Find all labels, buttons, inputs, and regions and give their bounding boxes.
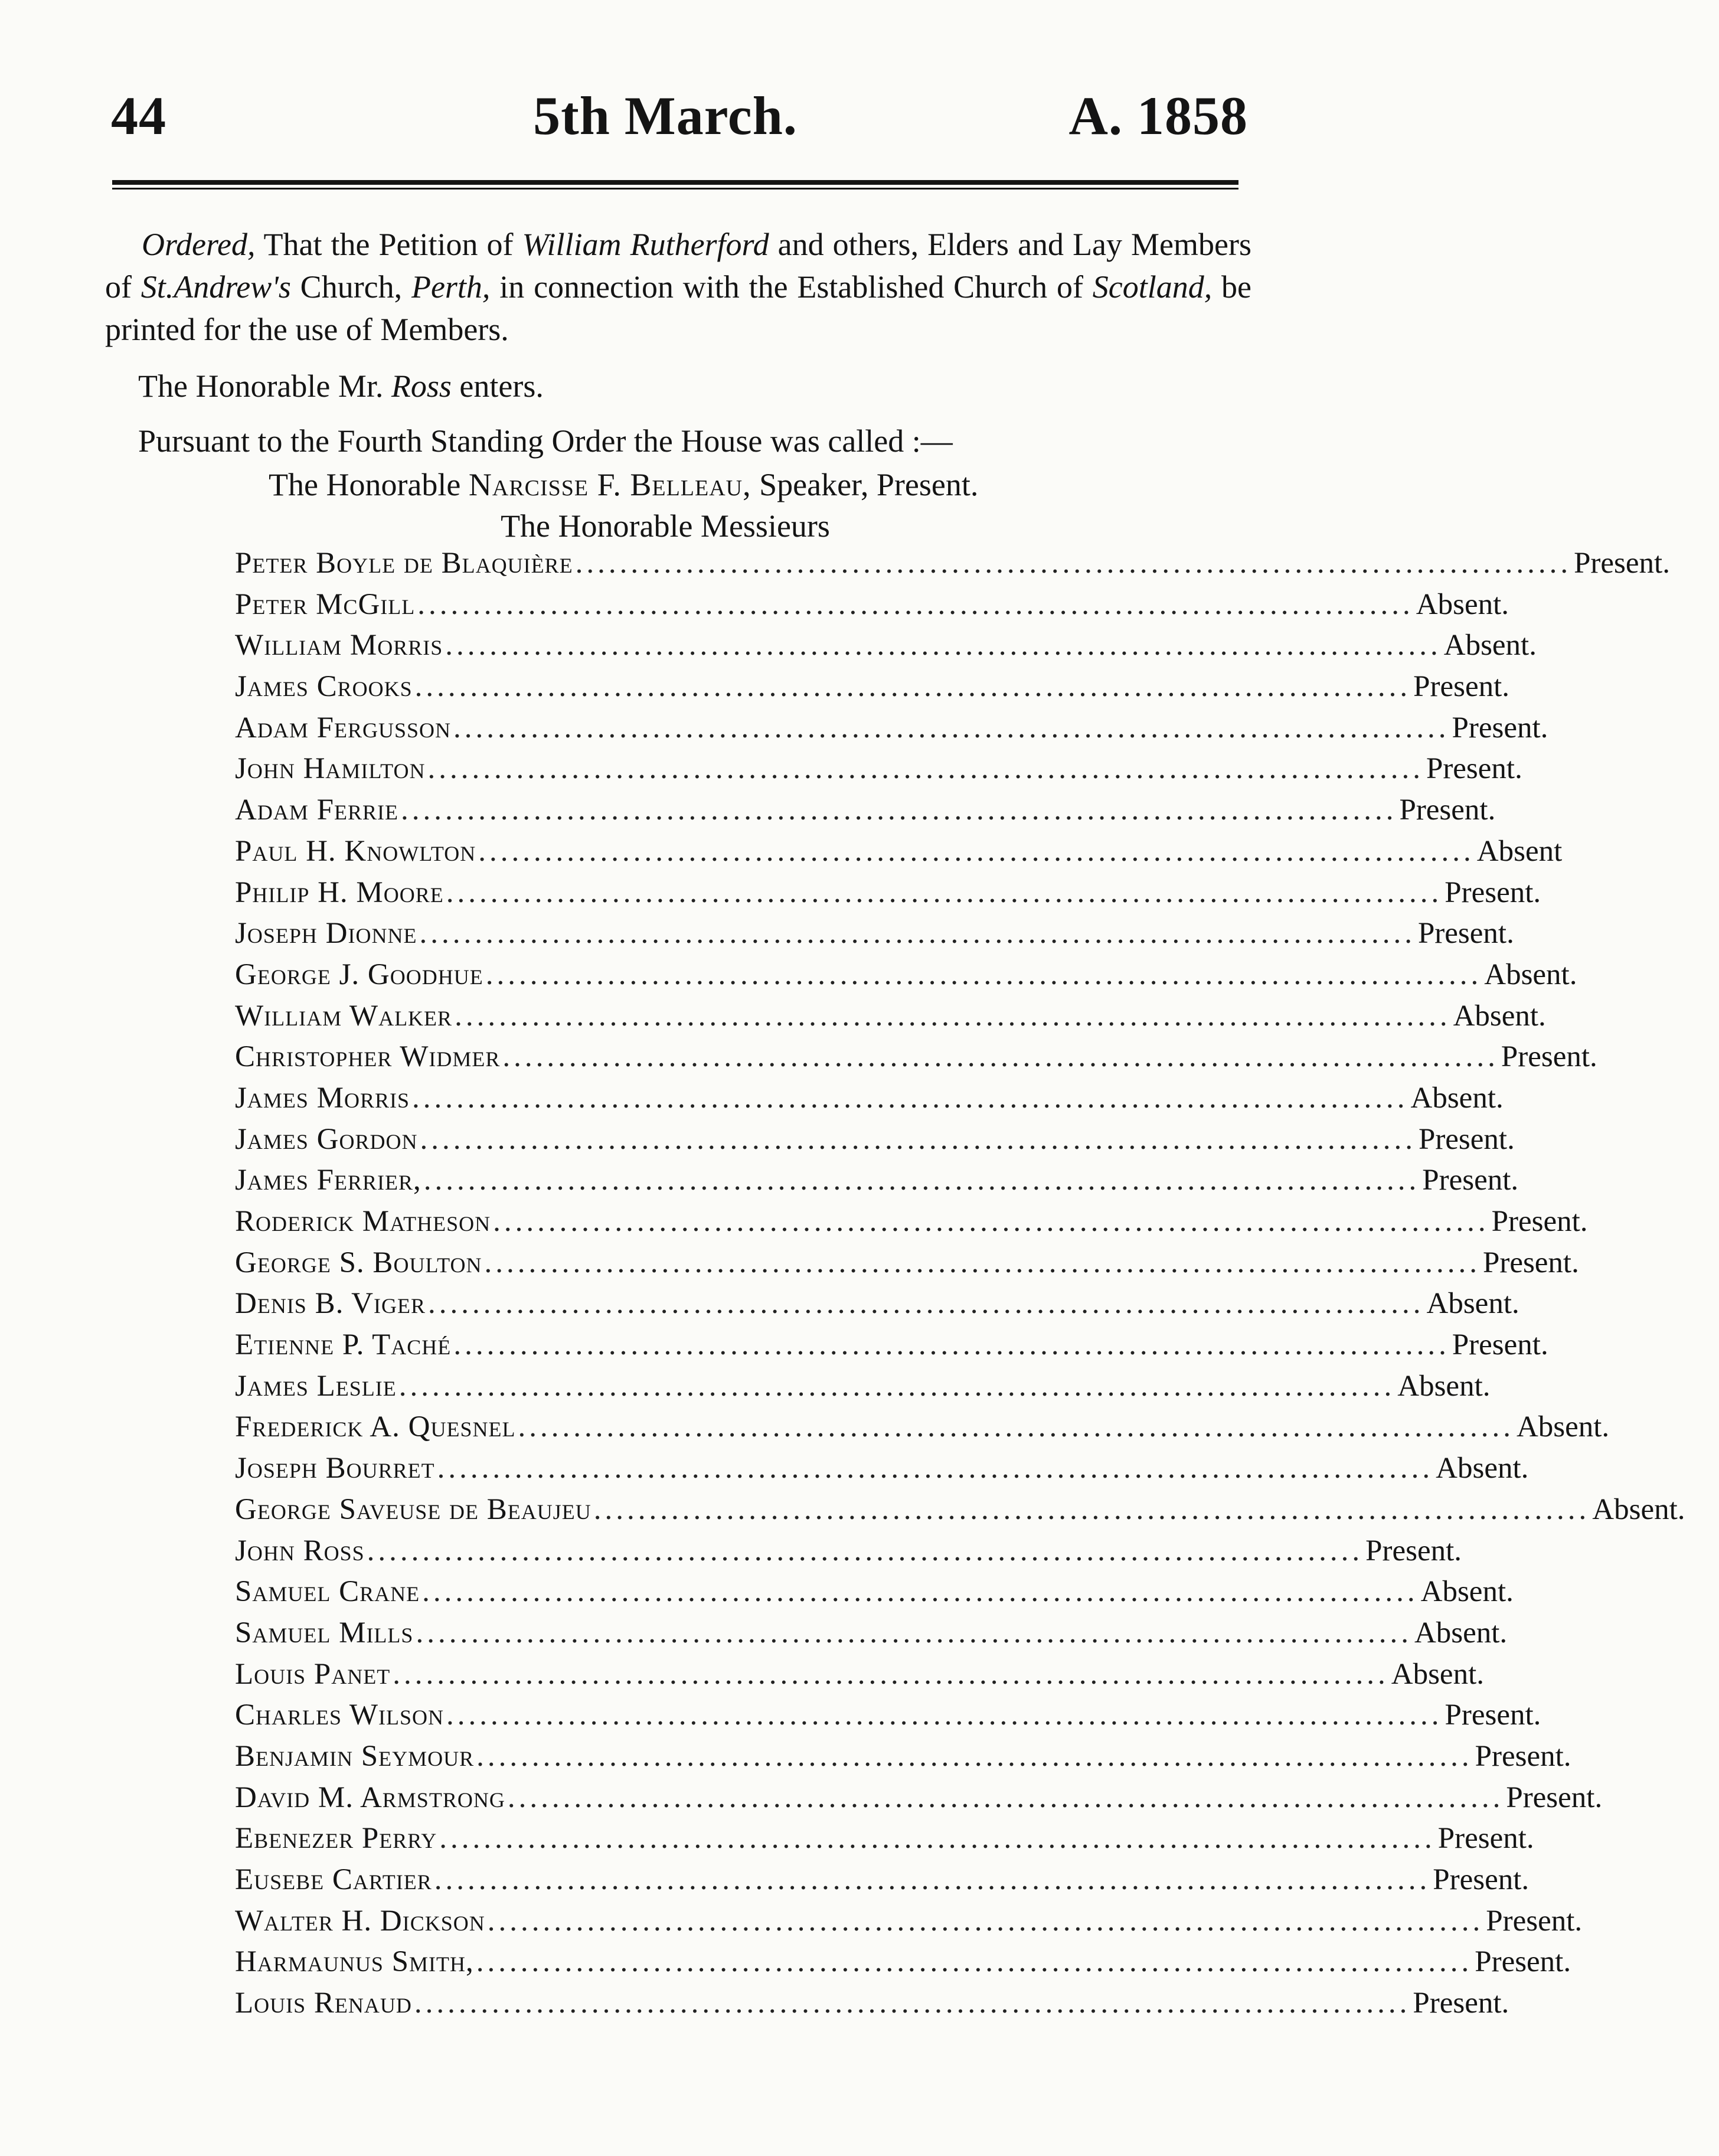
dot-leader: .......................................................................................... xyxy=(455,999,1451,1033)
roll-call-row xyxy=(235,1081,1504,1122)
dot-leader: .......................................................................................... xyxy=(487,1904,1484,1938)
member-name: George Saveuse de Beaujeu xyxy=(235,1492,591,1526)
attendance-status: Present. xyxy=(1574,547,1670,580)
roll-call-row xyxy=(235,1616,1508,1657)
member-name: Ebenezer Perry xyxy=(235,1822,437,1856)
roll-call-row xyxy=(235,1739,1571,1781)
member-name: James Crooks xyxy=(235,670,413,704)
page-number: 44 xyxy=(111,86,166,146)
member-name: Charles Wilson xyxy=(235,1698,444,1732)
member-name: George S. Boulton xyxy=(235,1246,482,1279)
attendance-status: Absent. xyxy=(1410,1081,1504,1115)
attendance-status: Absent. xyxy=(1484,958,1577,991)
roll-call-row xyxy=(235,1204,1588,1246)
dot-leader: .......................................................................................... xyxy=(478,834,1475,868)
page-year: A. 1858 xyxy=(1068,86,1248,146)
dot-leader: .......................................................................................... xyxy=(414,1987,1411,2020)
dot-leader: .......................................................................................... xyxy=(484,1246,1481,1279)
roll-call-row xyxy=(235,1286,1519,1328)
roll-call-row xyxy=(235,546,1670,587)
dot-leader: .......................................................................................... xyxy=(485,958,1482,991)
member-name: Samuel Mills xyxy=(235,1616,414,1649)
attendance-status: Present. xyxy=(1445,1698,1541,1732)
header-rule-thick xyxy=(112,180,1238,185)
member-name: Eusebe Cartier xyxy=(235,1863,432,1896)
enters-pre: The Honorable Mr. xyxy=(138,368,391,404)
petitioner-name: William Rutherford xyxy=(522,227,769,262)
attendance-status: Absent. xyxy=(1453,999,1546,1033)
roll-call-row xyxy=(235,1781,1603,1822)
town-name: Perth, xyxy=(411,269,491,305)
attendance-status: Present. xyxy=(1413,670,1510,704)
attendance-status: Absent xyxy=(1476,834,1563,868)
attendance-status: Present. xyxy=(1413,1987,1509,2020)
dot-leader: .......................................................................................... xyxy=(518,1410,1514,1444)
dot-leader: .......................................................................................... xyxy=(398,1369,1396,1403)
member-name: Etienne P. Taché xyxy=(235,1328,452,1362)
attendance-status: Present. xyxy=(1506,1781,1603,1814)
member-name: Samuel Crane xyxy=(235,1575,420,1609)
member-name: Joseph Bourret xyxy=(235,1452,435,1485)
member-name: James Ferrier, xyxy=(235,1164,421,1197)
dot-leader: .......................................................................................... xyxy=(422,1575,1419,1609)
roll-call-list xyxy=(235,546,1685,2027)
attendance-status: Present. xyxy=(1426,752,1522,786)
dot-leader: .......................................................................................... xyxy=(445,629,1442,662)
member-name: Denis B. Viger xyxy=(235,1287,426,1321)
speaker-post: Speaker, Present. xyxy=(751,467,979,502)
header-rule-thin xyxy=(112,188,1238,190)
dot-leader: .......................................................................................... xyxy=(400,793,1397,827)
attendance-status: Present. xyxy=(1417,917,1514,950)
attendance-status: Present. xyxy=(1501,1040,1597,1074)
attendance-status: Absent. xyxy=(1592,1492,1685,1526)
ordered-word: Ordered, xyxy=(142,227,256,262)
attendance-status: Present. xyxy=(1482,1246,1579,1279)
member-enters-line xyxy=(138,365,544,407)
attendance-status: Present. xyxy=(1491,1205,1588,1238)
member-name: Adam Ferrie xyxy=(235,793,398,827)
dot-leader: .......................................................................................... xyxy=(427,752,1424,786)
dot-leader: .......................................................................................... xyxy=(420,1122,1416,1156)
attendance-status: Absent. xyxy=(1414,1616,1508,1649)
dot-leader: .......................................................................................... xyxy=(367,1534,1364,1567)
petition-paragraph xyxy=(105,223,1251,351)
dot-leader: .......................................................................................... xyxy=(476,1739,1473,1773)
roll-call-row xyxy=(235,1163,1519,1204)
dot-leader: .......................................................................................... xyxy=(446,1698,1443,1732)
member-name: James Leslie xyxy=(235,1369,397,1403)
attendance-status: Present. xyxy=(1422,1164,1519,1197)
member-name: William Morris xyxy=(235,629,443,662)
pursuant-line: Pursuant to the Fourth Standing Order the House was called :— xyxy=(138,423,953,459)
roll-call-row xyxy=(235,793,1496,834)
dot-leader: .......................................................................................... xyxy=(453,711,1450,744)
petition-text-2: and others, Elders and Lay Members of xyxy=(105,227,1251,305)
petition-text-5: be printed for the use of Members. xyxy=(105,269,1251,347)
roll-call-row xyxy=(235,1904,1583,1945)
member-name: Frederick A. Quesnel xyxy=(235,1410,516,1444)
church-name: St.Andrew's xyxy=(140,269,291,305)
dot-leader: .......................................................................................... xyxy=(439,1822,1436,1856)
member-name: George J. Goodhue xyxy=(235,958,483,991)
member-name: Philip H. Moore xyxy=(235,876,444,909)
roll-call-row xyxy=(235,1698,1541,1739)
dot-leader: .......................................................................................... xyxy=(593,1492,1590,1526)
member-name: Joseph Dionne xyxy=(235,917,417,950)
member-name: John Hamilton xyxy=(235,752,426,786)
member-name: David M. Armstrong xyxy=(235,1781,505,1814)
dot-leader: .......................................................................................... xyxy=(417,587,1414,621)
dot-leader: .......................................................................................... xyxy=(575,547,1572,580)
roll-call-row xyxy=(235,628,1537,669)
member-name: William Walker xyxy=(235,999,453,1033)
attendance-status: Present. xyxy=(1399,793,1496,827)
attendance-status: Absent. xyxy=(1436,1452,1529,1485)
dot-leader: .......................................................................................... xyxy=(416,1616,1412,1649)
roll-call-row xyxy=(235,1410,1610,1451)
dot-leader: .......................................................................................... xyxy=(393,1657,1389,1691)
dot-leader: .......................................................................................... xyxy=(453,1328,1450,1362)
member-name: Christopher Widmer xyxy=(235,1040,501,1074)
roll-call-row xyxy=(235,1821,1534,1863)
roll-call-row xyxy=(235,752,1522,793)
member-name: Paul H. Knowlton xyxy=(235,834,476,868)
member-name: Roderick Matheson xyxy=(235,1205,491,1238)
dot-leader: .......................................................................................... xyxy=(423,1164,1420,1197)
roll-call-row xyxy=(235,1328,1548,1369)
attendance-status: Absent. xyxy=(1443,629,1537,662)
roll-call-row xyxy=(235,834,1563,876)
attendance-status: Present. xyxy=(1418,1122,1515,1156)
member-name: James Gordon xyxy=(235,1122,418,1156)
dot-leader: .......................................................................................... xyxy=(419,917,1416,950)
member-name: Benjamin Seymour xyxy=(235,1739,475,1773)
attendance-status: Present. xyxy=(1452,1328,1548,1362)
page-date-title: 5th March. xyxy=(533,86,798,146)
attendance-status: Present. xyxy=(1452,711,1548,744)
petition-text-4: in connection with the Established Church of xyxy=(490,269,1093,305)
messieurs-heading: The Honorable Messieurs xyxy=(501,508,830,544)
attendance-status: Absent. xyxy=(1391,1657,1484,1691)
roll-call-row xyxy=(235,1945,1571,1986)
dot-leader: .......................................................................................... xyxy=(493,1205,1489,1238)
roll-call-row xyxy=(235,999,1546,1040)
speaker-name: Narcisse F. Belleau, xyxy=(468,467,751,502)
attendance-status: Absent. xyxy=(1397,1369,1491,1403)
roll-call-row xyxy=(235,1863,1530,1904)
member-name: Walter H. Dickson xyxy=(235,1904,485,1938)
country-name: Scotland, xyxy=(1092,269,1213,305)
roll-call-row xyxy=(235,587,1509,629)
member-name: Adam Fergusson xyxy=(235,711,451,744)
attendance-status: Present. xyxy=(1486,1904,1583,1938)
enters-post: enters. xyxy=(451,368,544,404)
member-name: John Ross xyxy=(235,1534,365,1567)
attendance-status: Present. xyxy=(1365,1534,1462,1567)
roll-call-row xyxy=(235,958,1577,999)
roll-call-row xyxy=(235,1122,1515,1164)
petition-text-3: Church, xyxy=(290,269,411,305)
dot-leader: .......................................................................................... xyxy=(476,1945,1473,1979)
roll-call-row xyxy=(235,711,1548,752)
attendance-status: Present. xyxy=(1475,1945,1571,1979)
member-name: Louis Renaud xyxy=(235,1987,412,2020)
roll-call-row xyxy=(235,1451,1529,1492)
member-name: Louis Panet xyxy=(235,1657,391,1691)
roll-call-row xyxy=(235,1534,1462,1575)
roll-call-row xyxy=(235,1246,1579,1287)
entering-member-name: Ross xyxy=(391,368,452,404)
attendance-status: Absent. xyxy=(1516,1410,1610,1444)
member-name: Peter McGill xyxy=(235,587,416,621)
roll-call-row xyxy=(235,1986,1509,2027)
roll-call-row xyxy=(235,1574,1514,1616)
attendance-status: Absent. xyxy=(1420,1575,1514,1609)
attendance-status: Absent. xyxy=(1416,587,1509,621)
dot-leader: .......................................................................................... xyxy=(502,1040,1499,1074)
roll-call-row xyxy=(235,1369,1491,1410)
dot-leader: .......................................................................................... xyxy=(412,1081,1408,1115)
dot-leader: .......................................................................................... xyxy=(507,1781,1504,1814)
roll-call-row xyxy=(235,1040,1597,1081)
dot-leader: .......................................................................................... xyxy=(414,670,1411,704)
roll-call-row xyxy=(235,1492,1685,1534)
attendance-status: Present. xyxy=(1437,1822,1534,1856)
attendance-status: Absent. xyxy=(1426,1287,1519,1321)
roll-call-row xyxy=(235,876,1541,917)
dot-leader: .......................................................................................... xyxy=(446,876,1443,909)
speaker-pre: The Honorable xyxy=(269,467,469,502)
member-name: Peter Boyle de Blaquière xyxy=(235,547,573,580)
attendance-status: Present. xyxy=(1475,1739,1571,1773)
dot-leader: .......................................................................................... xyxy=(428,1287,1424,1321)
dot-leader: .......................................................................................... xyxy=(437,1452,1434,1485)
attendance-status: Present. xyxy=(1445,876,1541,909)
roll-call-row xyxy=(235,916,1514,958)
roll-call-row xyxy=(235,1657,1484,1698)
roll-call-row xyxy=(235,669,1510,711)
dot-leader: .......................................................................................... xyxy=(434,1863,1431,1896)
member-name: Harmaunus Smith, xyxy=(235,1945,474,1979)
speaker-line xyxy=(269,463,978,506)
petition-text-1: That the Petition of xyxy=(255,227,522,262)
member-name: James Morris xyxy=(235,1081,410,1115)
attendance-status: Present. xyxy=(1433,1863,1530,1896)
